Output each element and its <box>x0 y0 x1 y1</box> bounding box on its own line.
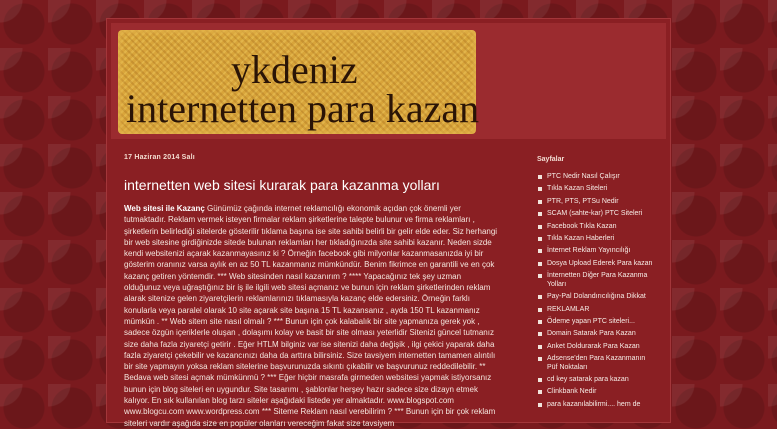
sidebar-item-label[interactable]: Dosya Upload Ederek Para kazan <box>547 259 653 267</box>
sidebar-item-label[interactable]: Adsense'den Para Kazanmanın Püf Noktaları <box>547 355 646 371</box>
sidebar-item[interactable] <box>537 260 657 269</box>
bullet-icon <box>538 357 542 361</box>
bullet-icon <box>538 403 542 407</box>
bullet-icon <box>538 237 542 241</box>
sidebar-item[interactable] <box>537 343 657 352</box>
sidebar-item-label[interactable]: PTC Nedir Nasıl Çalışır <box>547 173 620 180</box>
bullet-icon <box>538 378 542 382</box>
sidebar-item-label[interactable]: para kazanılabilirmi.... hem de <box>547 400 641 408</box>
blog-title-line2[interactable]: internetten para kazan <box>126 86 480 131</box>
header-banner[interactable] <box>118 30 480 134</box>
sidebar-item-label[interactable]: Ödeme yapan PTC siteleri... <box>547 317 635 325</box>
sidebar-item[interactable] <box>537 223 657 232</box>
sidebar-item-label[interactable]: Clinkbank Nedir <box>547 388 597 396</box>
bullet-icon <box>538 332 542 336</box>
sidebar-item[interactable] <box>537 401 657 410</box>
blog-title-line1[interactable]: ykdeniz <box>231 47 358 92</box>
sidebar-heading: Sayfalar <box>537 156 565 163</box>
bullet-icon <box>538 320 542 324</box>
bullet-icon <box>538 274 542 278</box>
post-title[interactable]: internetten web sitesi kurarak para kazanma yolları <box>124 177 440 193</box>
post-date: 17 Haziran 2014 Salı <box>124 154 195 161</box>
sidebar-item-label[interactable]: cd key satarak para kazan <box>547 376 629 384</box>
page-container <box>106 18 671 428</box>
bullet-icon <box>538 262 542 266</box>
sidebar-item-label[interactable]: İnternetten Diğer Para Kazanma Yolları <box>547 272 648 288</box>
sidebar-item[interactable] <box>537 293 657 302</box>
sidebar-item-label[interactable]: Tıkla Kazan Haberleri <box>547 234 615 242</box>
sidebar-item-label[interactable]: REKLAMLAR <box>547 305 590 313</box>
sidebar-item[interactable] <box>537 355 657 372</box>
sidebar-item[interactable] <box>537 330 657 339</box>
bullet-icon <box>538 175 542 179</box>
sidebar-item[interactable] <box>537 210 657 219</box>
sidebar-item[interactable] <box>537 272 657 289</box>
sidebar-item[interactable] <box>537 376 657 385</box>
sidebar-item[interactable] <box>537 306 657 315</box>
main-column <box>124 154 507 429</box>
post-lead-bold: Web sitesi ile Kazanç <box>124 204 205 213</box>
bullet-icon <box>538 308 542 312</box>
sidebar-item[interactable] <box>537 247 657 256</box>
sidebar-item-label[interactable]: İnternet Reklam Yayıncılığı <box>547 247 631 255</box>
bullet-icon <box>538 249 542 253</box>
sidebar-item-label[interactable]: Pay-Pal Dolandırıcılığına Dikkat <box>547 293 646 301</box>
post-body <box>124 203 500 429</box>
sidebar-item-label[interactable]: Facebook Tıkla Kazan <box>547 222 617 230</box>
bullet-icon <box>538 187 542 191</box>
sidebar-item-label[interactable]: PTR, PTS, PTSu Nedir <box>547 197 619 205</box>
blog-header <box>111 23 666 139</box>
sidebar-item-label[interactable]: Domain Satarak Para Kazan <box>547 330 636 338</box>
sidebar-item-label[interactable]: Anket Doldurarak Para Kazan <box>547 342 640 350</box>
sidebar-item[interactable] <box>537 185 657 194</box>
sidebar-item[interactable] <box>537 198 657 207</box>
sidebar-item[interactable] <box>537 235 657 244</box>
sidebar-item[interactable] <box>537 388 657 397</box>
bullet-icon <box>538 345 542 349</box>
bullet-icon <box>538 225 542 229</box>
sidebar-pages-list <box>537 173 657 409</box>
sidebar-item[interactable] <box>537 318 657 327</box>
sidebar <box>537 156 657 413</box>
post-body-text: Günümüz çağında internet reklamcılığı ekonomik açıdan çok önemli yer tutmaktadır. Reklam vermek isteyen firmalar reklam şirketlerine talepte bulunur ve firma reklamları , şirketlerin belirlediği sitelerde gösterilir tıklama başına ise site sahibi belirli bir gelir elde eder. Siz herhangi bir web sitesine girdiğinizde sitede bulunan reklamları her tıkladığınızda site sahibi kazanır. Neden sizde kendi websitenizi açarak kazanmayasınız ki ? Örneğin facebook gibi milyonlar kazanmasanızda iyi bir gösterim oranınız varsa aylık en az 50 TL kazanmanız mümkündür. Benim fikrimce en garantili ve en çok kazanç getiren yöntemdir. *** Web sitesinden nasıl kazanırım ? **** Yapacağınız tek şey uzman olduğunuz veya uğraştığınız bir iş ile ilgili web sitesi açmanız ve bunun için reklam şirketlerinden reklam alarak sitenize gelen ziyaretçilerin reklamlarınızı tıklamasıyla kazanç elde edersiniz. Örneğin farklı konularla veya paralel olarak 10 site açarak site başına 15 TL kazansanız , ayda 150 TL kazanmanız mümkün . ** Web sitem site nasıl olmalı ? *** Bunun için çok kalabalık bir site yapmanıza gerek yok , sadece özgün içeriklerle oluşan , dolaşımı kolay ve basit bir site olması yeterlidir Sitenizi güncel tutmanız size daha fazla ziyaretçi getirir . Eğer HTLM bilginiz var ise sitenizi daha değişik , ilgi çekici yaparak daha fazla ziyaretçi çekebilir ve kazancınızı daha da arttıra bilirsiniz. Size tavsiyem internetten tamamen alıntılı bir site yapmayın yoksa reklam sitelerine başvurunuzda sıkıntı çıkabilir ve başvurunuz reddedilebilir. ** Bedava web sitesi açmak mümkünmü ? *** Eğer hiçbir masrafa girmeden websitesi yapmak istiyorsanız bunun için blog siteleri en uygundur. Site tasarımı , şablonlar herşey hazır sadece size dizayn etmek kalıyor. En sık kullanılan blog tarzı siteler aşağıdaki listede yer almaktadır. www.blogspot.com www.blogcu.com www.wordpress.com *** Siteme Reklam nasıl verebilirim ? *** Bunun için bir çok reklam siteleri vardır aşağıda size en popüler olanları vereceğim fakat size tavsiyem <box>124 204 498 428</box>
bullet-icon <box>538 390 542 394</box>
sidebar-item-label[interactable]: Tıkla Kazan Siteleri <box>547 185 608 193</box>
bullet-icon <box>538 295 542 299</box>
bullet-icon <box>538 200 542 204</box>
bullet-icon <box>538 212 542 216</box>
sidebar-item[interactable] <box>537 173 657 182</box>
sidebar-item-label[interactable]: SCAM (sahte-kar) PTC Siteleri <box>547 210 643 218</box>
